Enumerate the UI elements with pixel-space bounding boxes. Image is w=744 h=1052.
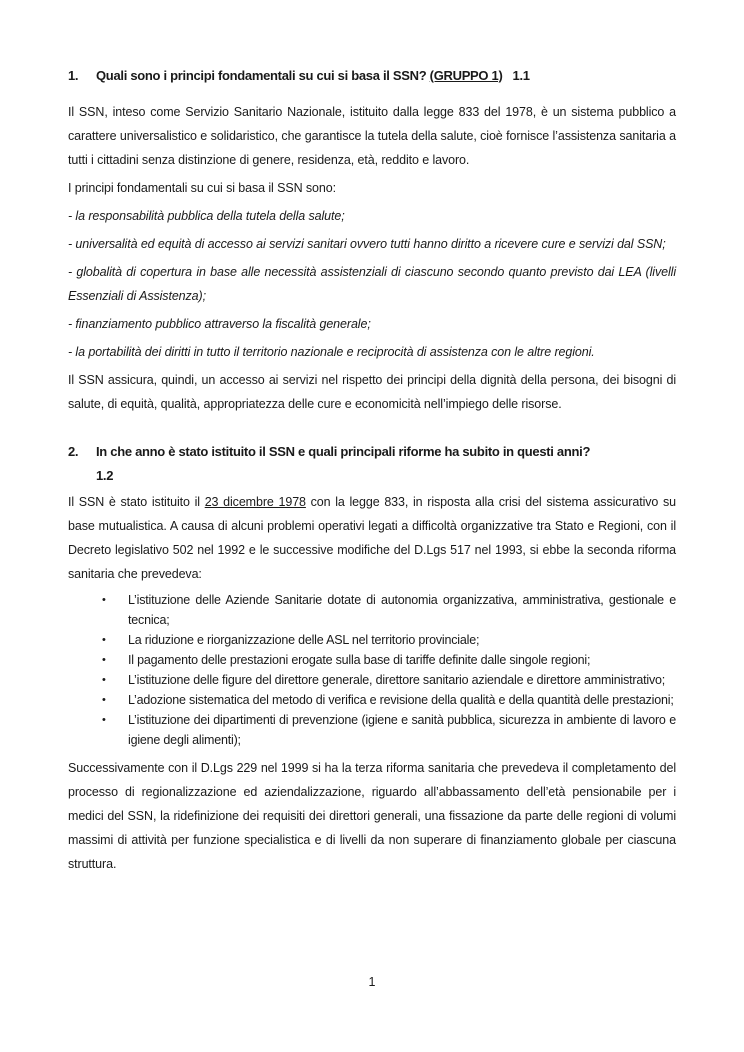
bullet-icon: • <box>102 694 106 706</box>
list-item-text: L’istituzione dei dipartimenti di prevenzione (igiene e sanità pubblica, sicurezza in ambiente di lavoro e igiene degli alimenti); <box>128 713 676 747</box>
bullet-icon: • <box>102 714 106 726</box>
list-item <box>102 650 676 670</box>
list-item-text: L’istituzione delle figure del direttore generale, direttore sanitario aziendale e direttore amministrativo; <box>128 673 666 687</box>
list-item-text: L’adozione sistematica del metodo di verifica e revisione della qualità e della quantità delle prestazioni; <box>128 693 674 707</box>
reform-conclusion-paragraph: Successivamente con il D.Lgs 229 nel 1999 si ha la terza riforma sanitaria che prevedeva il completamento del processo di regionalizzazione ed aziendalizzazione, riguardo all’abbassamento dell’età pensionabile per i medici del SSN, la ridefinizione dei requisiti dei direttori generali, una fissazione da parte delle regioni di volumi massimi di attività per funzione specialistica e di livelli da non superare di finanziamento globale per ciascuna struttura. <box>68 761 676 871</box>
principle-item: - globalità di copertura in base alle necessità assistenziali di ciascuno secondo quanto previsto dai LEA (livelli Essenziali di Assistenza); <box>68 265 676 303</box>
principle-item: - la portabilità dei diritti in tutto il territorio nazionale e reciprocità di assistenza con le altre regioni. <box>68 345 595 359</box>
ssn-conclusion-paragraph: Il SSN assicura, quindi, un accesso ai servizi nel rispetto dei principi della dignità della persona, dei bisogni di salute, di equità, qualità, appropriatezza delle cure e economicità nell’impiego delle risorse. <box>68 373 676 411</box>
question-1-number: 1. <box>68 68 79 83</box>
list-item-text: L’istituzione delle Aziende Sanitarie dotate di autonomia organizzativa, amministrativa, gestionale e tecnica; <box>128 593 676 627</box>
principles-lead-paragraph: I principi fondamentali su cui si basa il SSN sono: <box>68 181 336 195</box>
list-item <box>102 710 676 750</box>
founding-date: 23 dicembre 1978 <box>204 495 306 509</box>
question-2-text-main: In che anno è stato istituito il SSN e quali principali riforme ha subito in questi anni? <box>96 444 591 459</box>
bullet-icon: • <box>102 634 106 646</box>
list-item <box>102 590 676 630</box>
question-2-code: 1.2 <box>96 468 114 483</box>
ssn-intro-paragraph: Il SSN, inteso come Servizio Sanitario Nazionale, istituito dalla legge 833 del 1978, è un sistema pubblico a carattere universalistico e solidaristico, che garantisce la tutela della salute, cioè fornisce l’assistenza sanitaria a tutti i cittadini senza distinzione di genere, residenza, età, reddito e lavoro. <box>68 105 676 167</box>
question-1-section <box>68 64 676 416</box>
principle-item: - la responsabilità pubblica della tutela della salute; <box>68 209 345 223</box>
bullet-icon: • <box>102 594 106 606</box>
question-2-number: 2. <box>68 444 79 459</box>
reform-intro-after: con la legge 833, in risposta alla crisi del sistema assicurativo su base mutualistica. A causa di alcuni problemi operativi legati a difficoltà organizzative tra Stato e Regioni, con il Decreto legislativo 502 nel 1992 e le successive modifiche del D.Lgs 517 nel 1993, si ebbe la seconda riforma sanitaria che prevedeva: <box>68 495 676 581</box>
question-2-heading <box>68 440 676 488</box>
question-2-text <box>96 440 676 488</box>
list-item <box>102 670 676 690</box>
page-number: 1 <box>368 975 376 989</box>
list-item <box>102 690 676 710</box>
principle-item: - universalità ed equità di accesso ai servizi sanitari ovvero tutti hanno diritto a ricevere cure e servizi dal SSN; <box>68 237 666 251</box>
question-2-section <box>68 440 676 876</box>
question-1-code: 1.1 <box>512 68 530 83</box>
bullet-icon: • <box>102 674 106 686</box>
reform-intro-paragraph <box>68 490 676 586</box>
question-1-text <box>96 64 676 88</box>
list-item-text: La riduzione e riorganizzazione delle ASL nel territorio provinciale; <box>128 633 480 647</box>
reform-list <box>68 590 676 750</box>
bullet-icon: • <box>102 654 106 666</box>
reform-intro-before: Il SSN è stato istituito il <box>68 495 205 509</box>
principle-item: - finanziamento pubblico attraverso la fiscalità generale; <box>68 317 371 331</box>
question-1-text-main: Quali sono i principi fondamentali su cui si basa il SSN? <box>96 68 430 83</box>
gruppo-label: (GRUPPO 1) <box>429 68 503 83</box>
list-item-text: Il pagamento delle prestazioni erogate sulla base di tariffe definite dalle singole regioni; <box>128 653 591 667</box>
question-1-heading <box>68 64 676 88</box>
list-item <box>102 630 676 650</box>
